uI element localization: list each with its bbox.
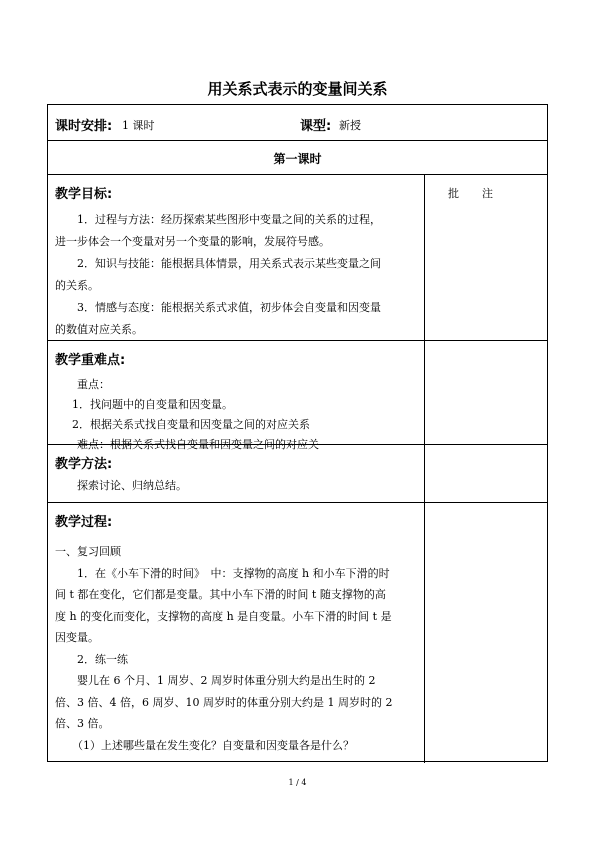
key-points-line: 2．根据关系式找自变量和因变量之间的对应关系 [72,418,310,431]
process-text [55,541,392,756]
process-line: 2．练一练 [77,652,128,666]
objectives-line: 进一步体会一个变量对另一个变量的影响，发展符号感。 [55,235,330,248]
key-points-line: 重点： [77,378,110,391]
lesson-title: 第一课时 [273,152,322,166]
key-points-line: 难点：根据关系式找自变量和因变量之间的对应关 [77,438,319,451]
methods-line: 探索讨论、归纳总结。 [77,479,187,492]
hours-value: 1 课时 [122,119,155,132]
process-line: 倍、3 倍。 [55,717,110,730]
key-points-row [48,341,547,451]
page-number: 1 / 4 [288,778,307,787]
key-points-text [55,375,319,455]
process-line: 倍、3 倍、4 倍，6 周岁、10 周岁时的体重分别大约是 1 周岁时的 2 [55,695,393,709]
objectives-row [48,175,547,341]
header-row [48,105,547,141]
process-line: 度 h 的变化而变化，支撑物的高度 h 是自变量。小车下滑的时间 t 是 [55,609,392,623]
objectives-line: 的数值对应关系。 [55,323,143,336]
objectives-line: 2．知识与技能：能根据具体情景，用关系式表示某些变量之间 [77,257,381,270]
process-line: （1）上述哪些量在发生变化？自变量和因变量各是什么？ [72,738,354,752]
annotation-label: 批 注 [448,187,499,200]
key-points-line: 1．找问题中的自变量和因变量。 [72,398,233,411]
process-line: 1．在《小车下滑的时间》 中：支撑物的高度 h 和小车下滑的时 [77,566,390,580]
objectives-text [55,209,381,341]
type-value: 新授 [339,119,361,132]
process-line: 间 t 都在变化，它们都是变量。其中小车下滑的时间 t 随支撑物的高 [55,588,386,601]
objectives-line: 的关系。 [55,279,99,292]
process-line: 婴儿在 6 个月、1 周岁、2 周岁时体重分别大约是出生时的 2 [77,674,376,687]
methods-row [48,445,547,503]
process-line: 因变量。 [55,631,99,644]
process-line: 一、复习回顾 [55,545,121,558]
methods-heading: 教学方法: [55,457,113,472]
process-row [48,503,547,761]
objectives-line: 3．情感与态度：能根据关系式求值，初步体会自变量和因变量 [77,301,381,314]
objectives-line: 1．过程与方法：经历探索某些图形中变量之间的关系的过程， [77,213,381,226]
hours-label: 课时安排: [55,119,113,134]
lesson-plan-table [47,104,548,762]
type-label: 课型: [300,119,332,134]
process-heading: 教学过程: [55,515,113,530]
document-title: 用关系式表示的变量间关系 [207,80,388,98]
lesson-title-row [48,141,547,175]
objectives-heading: 教学目标: [55,187,113,202]
key-points-heading: 教学重难点: [55,353,126,368]
